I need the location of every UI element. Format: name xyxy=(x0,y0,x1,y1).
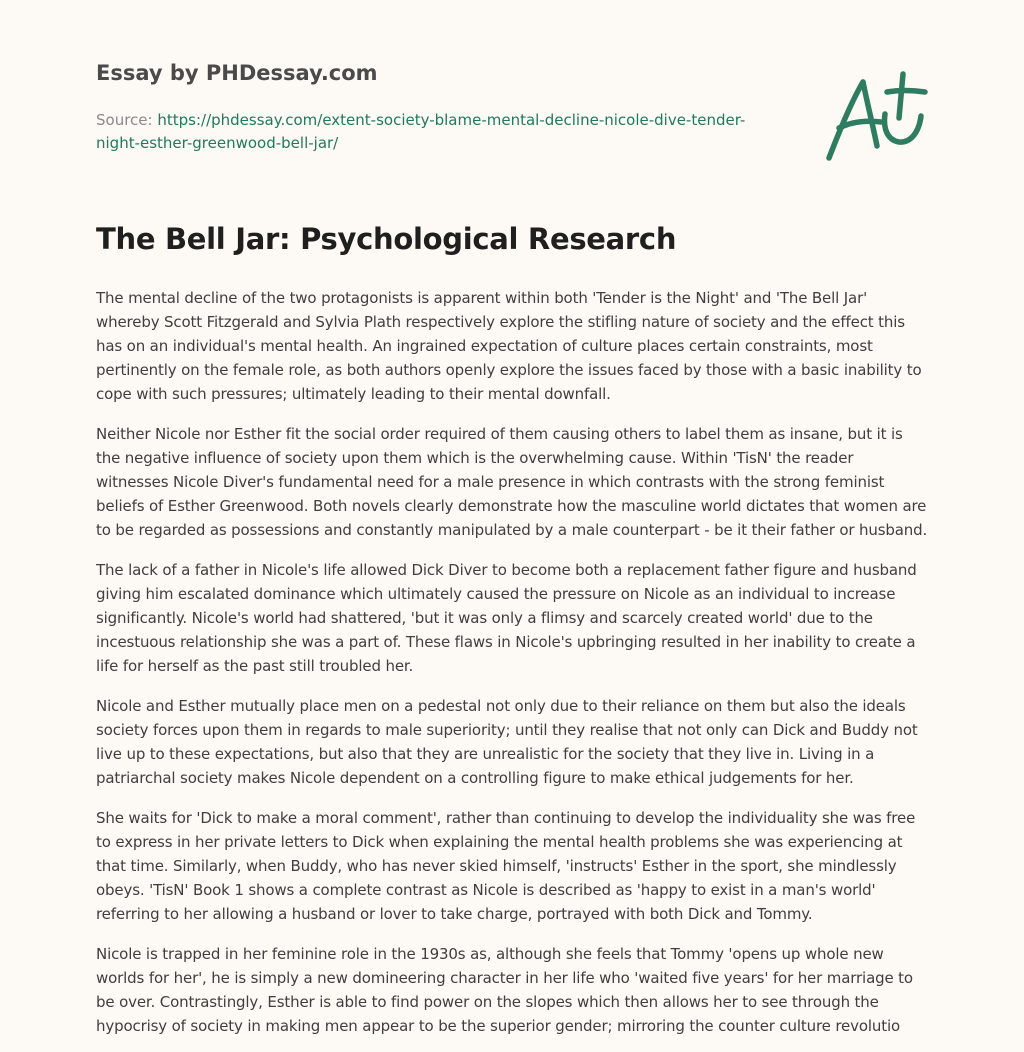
article-title: The Bell Jar: Psychological Research xyxy=(96,222,677,256)
article-paragraph: Nicole is trapped in her feminine role in the 1930s as, although she feels that Tommy 'opens up whole new worlds for her', he is simply a new domineering character in her life who 'waited five years' for her marriage to be over. Contrastingly, Esther is able to find power on the slopes which then allows her to see through the hypocrisy of society in making men appear to be the superior gender; mirroring the counter culture revolutio xyxy=(96,945,913,1035)
source-line xyxy=(96,109,776,155)
article-paragraph: She waits for 'Dick to make a moral comment', rather than continuing to develop the individuality she was free to express in her private letters to Dick when explaining the mental health problems she was experiencing at that time. Similarly, when Buddy, who has never skied himself, 'instructs' Esther in the sport, she mindlessly obeys. 'TisN' Book 1 shows a complete contrast as Nicole is described as 'happy to exist in a man's world' referring to her allowing a husband or lover to take charge, portrayed with both Dick and Tommy. xyxy=(96,809,916,923)
a-plus-grade-logo xyxy=(815,62,935,172)
article-paragraph: Neither Nicole nor Esther fit the social order required of them causing others to label them as insane, but it is the negative influence of society upon them which is the overwhelming cause. Within 'TisN' the reader witnesses Nicole Diver's fundamental need for a male presence in which contrasts with the strong feminist beliefs of Esther Greenwood. Both novels clearly demonstrate how the masculine world dictates that women are to be regarded as possessions and constantly manipulated by a male counterpart - be it their father or husband. xyxy=(96,425,928,539)
source-link[interactable]: https://phdessay.com/extent-society-blame-mental-decline-nicole-dive-tender-night-esther-greenwood-bell-jar/ xyxy=(96,111,746,153)
brand-title: Essay by PHDessay.com xyxy=(96,61,378,85)
a-plus-icon xyxy=(815,62,935,172)
page-header xyxy=(96,60,776,155)
article-paragraph: Nicole and Esther mutually place men on a pedestal not only due to their reliance on them but also the ideals society forces upon them in regards to male superiority; until they realise that not only can Dick and Buddy not live up to these expectations, but also that they are unrealistic for the society that they live in. Living in a patriarchal society makes Nicole dependent on a controlling figure to make ethical judgements for her. xyxy=(96,697,918,787)
article-body xyxy=(96,286,928,1052)
article-paragraph: The mental decline of the two protagonists is apparent within both 'Tender is the Night' and 'The Bell Jar' whereby Scott Fitzgerald and Sylvia Plath respectively explore the stifling nature of society and the effect this has on an individual's mental health. An ingrained expectation of culture places certain constraints, most pertinently on the female role, as both authors openly explore the issues faced by those with a basic inability to cope with such pressures; ultimately leading to their mental downfall. xyxy=(96,289,922,403)
article-paragraph: The lack of a father in Nicole's life allowed Dick Diver to become both a replacement father figure and husband giving him escalated dominance which ultimately caused the pressure on Nicole as an individual to increase significantly. Nicole's world had shattered, 'but it was only a flimsy and scarcely created world' due to the incestuous relationship she was a part of. These flaws in Nicole's upbringing resulted in her inability to create a life for herself as the past still troubled her. xyxy=(96,561,917,675)
source-label: Source: xyxy=(96,111,153,130)
